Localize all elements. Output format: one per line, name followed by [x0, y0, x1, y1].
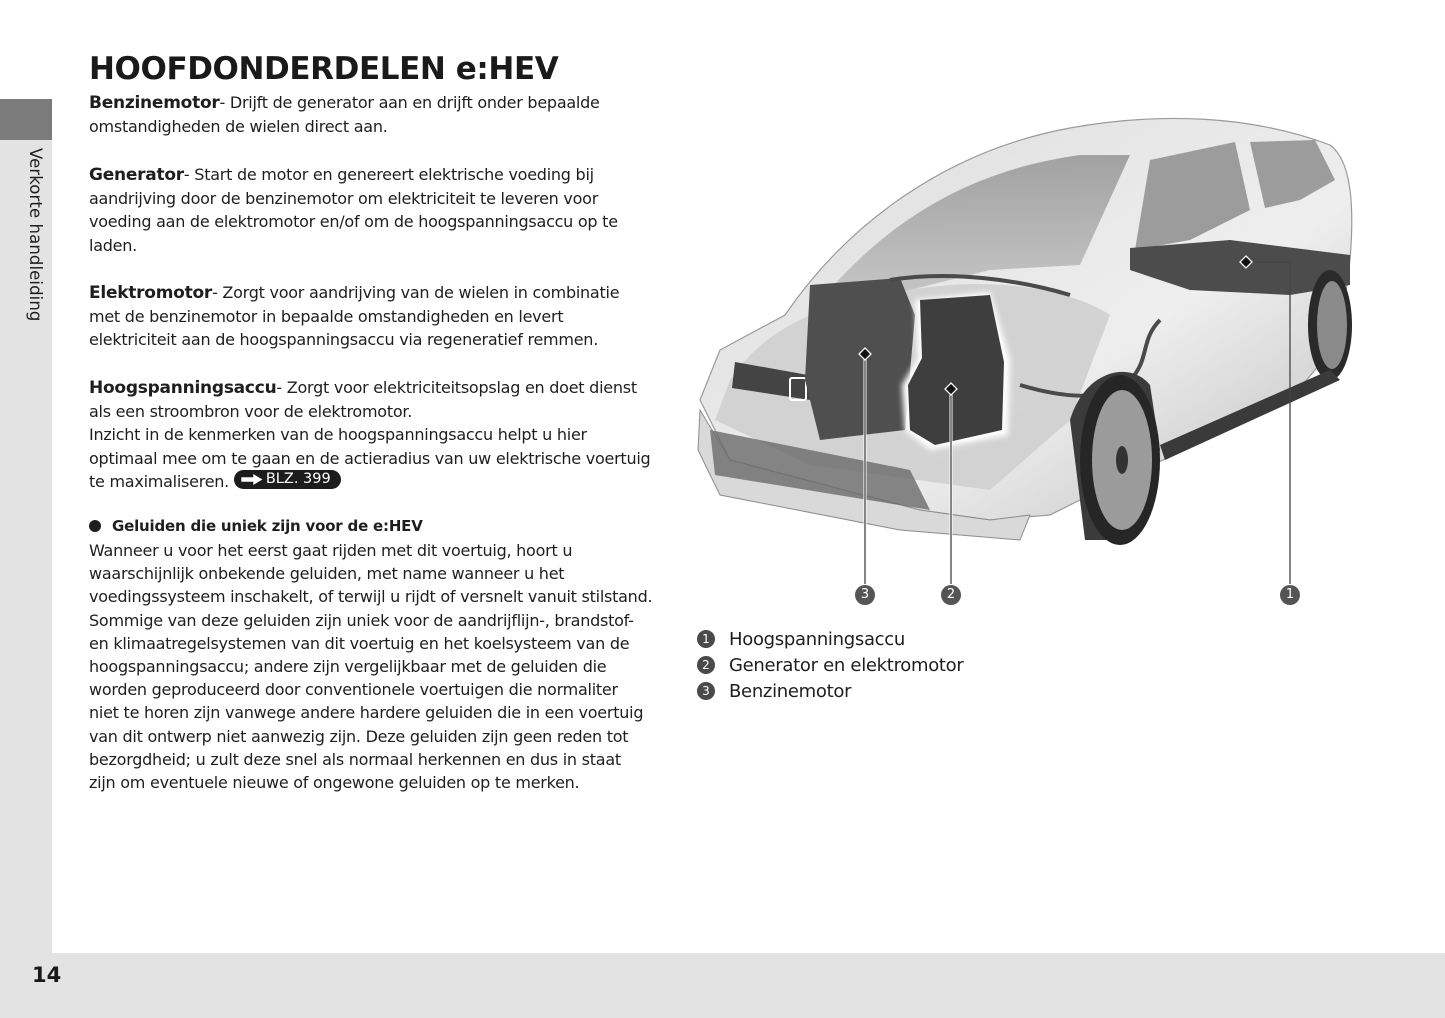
arrow-right-icon: [240, 473, 264, 486]
section-tab-marker: [0, 99, 52, 140]
car-diagram-icon: [690, 100, 1370, 620]
component-text: - Drijft de generator aan en drijft onder bepaalde: [219, 93, 600, 112]
component-text: te maximaliseren.: [89, 471, 230, 491]
component-text: aandrijving door de benzinemotor om elektriciteit te leveren voor: [89, 189, 599, 209]
page-number: 14: [32, 963, 62, 987]
page-reference-label: BLZ. 399: [265, 470, 331, 487]
component-text: omstandigheden de wielen direct aan.: [89, 117, 388, 137]
component-elektromotor: [89, 281, 664, 352]
car-illustration: [690, 100, 1370, 620]
component-text: optimaal mee om te gaan en de actieradius van uw elektrische voertuig: [89, 448, 651, 468]
sounds-text: Sommige van deze geluiden zijn uniek voor de aandrijflijn-, brandstof-: [89, 610, 634, 630]
component-text: Inzicht in de kenmerken van de hoogspanningsaccu helpt u hier: [89, 425, 587, 445]
legend-number: 3: [697, 682, 715, 700]
callout-2: 2: [941, 585, 961, 605]
component-term: Elektromotor: [89, 283, 213, 303]
component-text: als een stroombron voor de elektromotor.: [89, 402, 413, 422]
section-label: Verkorte handleiding: [26, 148, 45, 322]
sounds-text: niet te horen zijn vanwege andere hardere geluiden die in een voertuig: [89, 703, 644, 723]
sounds-heading: [89, 517, 423, 535]
sounds-text: Wanneer u voor het eerst gaat rijden met dit voertuig, hoort u: [89, 541, 573, 560]
component-text: met de benzinemotor in bepaalde omstandigheden en levert: [89, 307, 564, 327]
sounds-text: hoogspanningsaccu; andere zijn vergelijkbaar met de geluiden die: [89, 657, 607, 677]
legend-label: Hoogspanningsaccu: [729, 628, 905, 650]
callout-3: 3: [855, 585, 875, 605]
sounds-body: [89, 539, 664, 794]
component-text: laden.: [89, 235, 137, 255]
legend-label: Benzinemotor: [729, 680, 852, 702]
sounds-text: bezorgdheid; u zult deze snel als normaal herkennen en dus in staat: [89, 749, 621, 769]
component-text: - Zorgt voor elektriciteitsopslag en doet dienst: [276, 378, 637, 397]
component-generator: [89, 163, 664, 257]
sounds-heading-text: Geluiden die uniek zijn voor de e:HEV: [112, 517, 423, 535]
page-reference-link[interactable]: [234, 470, 341, 489]
figure-legend: [697, 626, 964, 704]
sounds-text: waarschijnlijk onbekende geluiden, met name wanneer u het: [89, 564, 565, 584]
component-text: voeding aan de elektromotor en/of om de hoogspanningsaccu op te: [89, 212, 618, 232]
component-text: - Zorgt voor aandrijving van de wielen in combinatie: [212, 283, 620, 302]
legend-number: 2: [697, 656, 715, 674]
component-term: Generator: [89, 165, 184, 185]
component-text: elektriciteit aan de hoogspanningsaccu via regeneratief remmen.: [89, 330, 599, 350]
component-hoogspanningsaccu: [89, 376, 664, 493]
page-title: HOOFDONDERDELEN e:HEV: [89, 51, 559, 87]
component-term: Hoogspanningsaccu: [89, 378, 277, 398]
component-term: Benzinemotor: [89, 93, 220, 113]
sounds-text: zijn om eventuele nieuwe of ongewone geluiden op te merken.: [89, 773, 580, 793]
legend-number: 1: [697, 630, 715, 648]
legend-item: [697, 678, 964, 704]
component-benzinemotor: [89, 91, 664, 138]
component-text: - Start de motor en genereert elektrische voeding bij: [183, 165, 594, 184]
callout-1: 1: [1280, 585, 1300, 605]
legend-label: Generator en elektromotor: [729, 654, 964, 676]
sounds-text: en klimaatregelsystemen van dit voertuig en het koelsysteem van de: [89, 633, 630, 653]
legend-item: [697, 626, 964, 652]
bullet-icon: [89, 520, 101, 532]
footer-bar: [0, 953, 1445, 1018]
sounds-text: van dit ontwerp niet aanwezig zijn. Deze geluiden zijn geen reden tot: [89, 726, 629, 746]
sounds-text: voedingssysteem inschakelt, of terwijl u rijdt of versnelt vanuit stilstand.: [89, 587, 653, 607]
legend-item: [697, 652, 964, 678]
sounds-text: worden geproduceerd door conventionele voertuigen die normaliter: [89, 680, 618, 700]
